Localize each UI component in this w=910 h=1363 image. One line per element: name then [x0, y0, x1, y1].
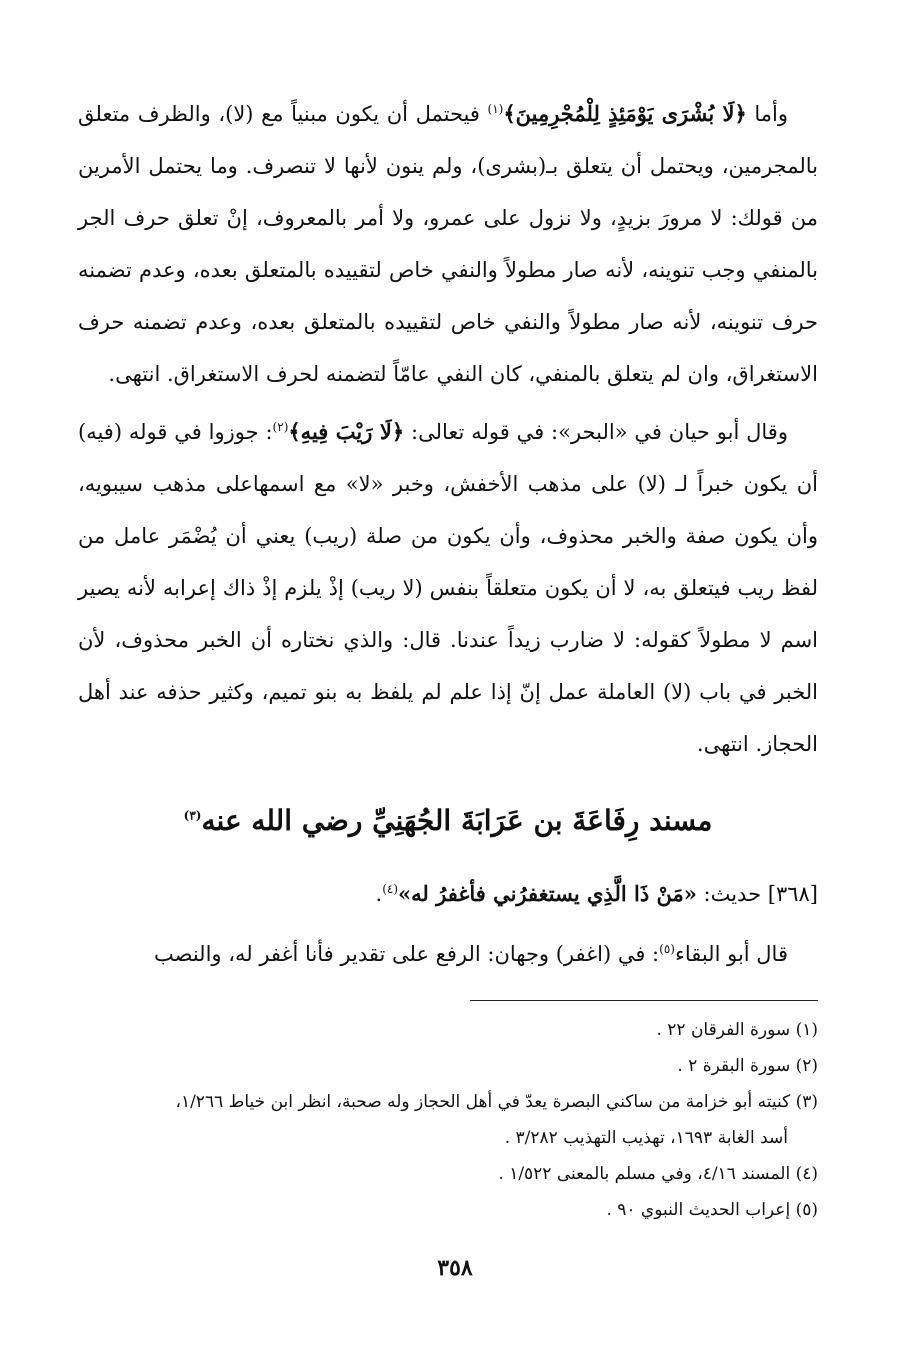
paragraph-1-body: فيحتمل أن يكون مبنياً مع (لا)، والظرف متعلق بالمجرمين، ويحتمل أن يتعلق بـ(بشرى)، ولم ينون لأنها لا تنصرف. وما يحتمل الأمرين من قولك: لا مرورَ بزيدٍ، ولا نزول على عمرو، ولا أمر بالمعروف، إنْ تعلق حرف الجر بالمنفي وجب تنوينه، لأنه صار مطولاً والنفي خاص لتقييده بالمتعلق بعده، وعدم تضمنه حرف تنوينه، لأنه صار مطولاً والنفي خاص لتقييده بالمتعلق بعده، وعدم تضمنه حرف الاستغراق، وان لم يتعلق بالمنفي، كان النفي عامّاً لتضمنه لحرف الاستغراق. انتهى.	[78, 102, 818, 386]
paragraph-2-body: : جوزوا في قوله (فيه) أن يكون خبراً لـ (لا) على مذهب الأخفش، وخبر «لا» مع اسمهاعلى مذهب سيبويه، وأن يكون صفة والخبر محذوف، وأن يكون من صلة (ريب) يعني أن يُضْمَر عامل من لفظ ريب فيتعلق به، لا أن يكون متعلقاً بنفس (لا ريب) إذْ يلزم إذْ ذاك إعرابه لأنه يصير اسم لا مطولاً كقوله: لا ضارب زيداً عندنا. قال: والذي نختاره أن الخبر محذوف، لأن الخبر في باب (لا) العاملة عمل إنّ إذا علم لم يلفظ به بنو تميم، وكثير حذفه عند أهل الحجاز. انتهى.	[78, 420, 818, 756]
quran-verse: ﴿لَا رَيْبَ فِيهِ﴾	[288, 419, 405, 444]
footnote-4: (٤) المسند ٤/١٦، وفي مسلم بالمعنى ١/٥٢٢ .	[498, 1164, 818, 1184]
hadith-entry	[78, 870, 818, 918]
paragraph-2-start: وقال أبو حيان في «البحر»: في قوله تعالى:	[404, 420, 788, 444]
footnote-3: (٣) كنيته أبو خزامة من ساكني البصرة يعدّ في أهل الحجاز وله صحبة، انظر ابن خياط ١/٢٦٦،	[175, 1092, 818, 1112]
footnote-ref-4: (٤)	[382, 882, 399, 896]
paragraph-1-start: وأما	[746, 102, 788, 126]
footnote-ref-2: (٢)	[272, 420, 289, 434]
hadith-label: حديث:	[696, 882, 768, 906]
section-heading-text: مسند رِفَاعَةَ بن عَرَابَةَ الجُهَنِيِّ رضي الله عنه	[201, 804, 713, 837]
footnote-divider	[470, 1000, 818, 1001]
hadith-quote: «مَنْ ذَا الَّذِي يستغفرُني فأغفرُ له»	[398, 881, 697, 906]
footnote-ref-3: (٣)	[183, 808, 202, 823]
paragraph-1	[78, 88, 818, 400]
footnote-3-continued: أسد الغابة ١٦٩٣، تهذيب التهذيب ٣/٢٨٢ .	[504, 1128, 788, 1148]
footnote-1: (١) سورة الفرقان ٢٢ .	[656, 1020, 818, 1040]
footnote-5: (٥) إعراب الحديث النبوي ٩٠ .	[606, 1200, 818, 1220]
footnote-2: (٢) سورة البقرة ٢ .	[677, 1056, 818, 1076]
main-text	[78, 88, 818, 770]
paragraph-2	[78, 406, 818, 770]
page-number: ٣٥٨	[437, 1255, 473, 1281]
footnote-ref-1: (١)	[487, 102, 504, 116]
footnote-ref-5: (٥)	[659, 942, 675, 956]
paragraph-3-body: : في (اغفر) وجهان: الرفع على تقدير فأنا أغفر له، والنصب	[154, 942, 660, 966]
paragraph-3	[78, 930, 818, 978]
section-heading	[78, 797, 818, 845]
quran-verse: ﴿لَا بُشْرَى يَوْمَئِذٍ لِلْمُجْرِمِينَ﴾	[503, 101, 747, 126]
hadith-end: .	[375, 882, 383, 906]
paragraph-3-start: قال أبو البقاء	[674, 942, 788, 966]
hadith-number: [٣٦٨]	[767, 882, 818, 906]
footnotes	[78, 1012, 818, 1228]
